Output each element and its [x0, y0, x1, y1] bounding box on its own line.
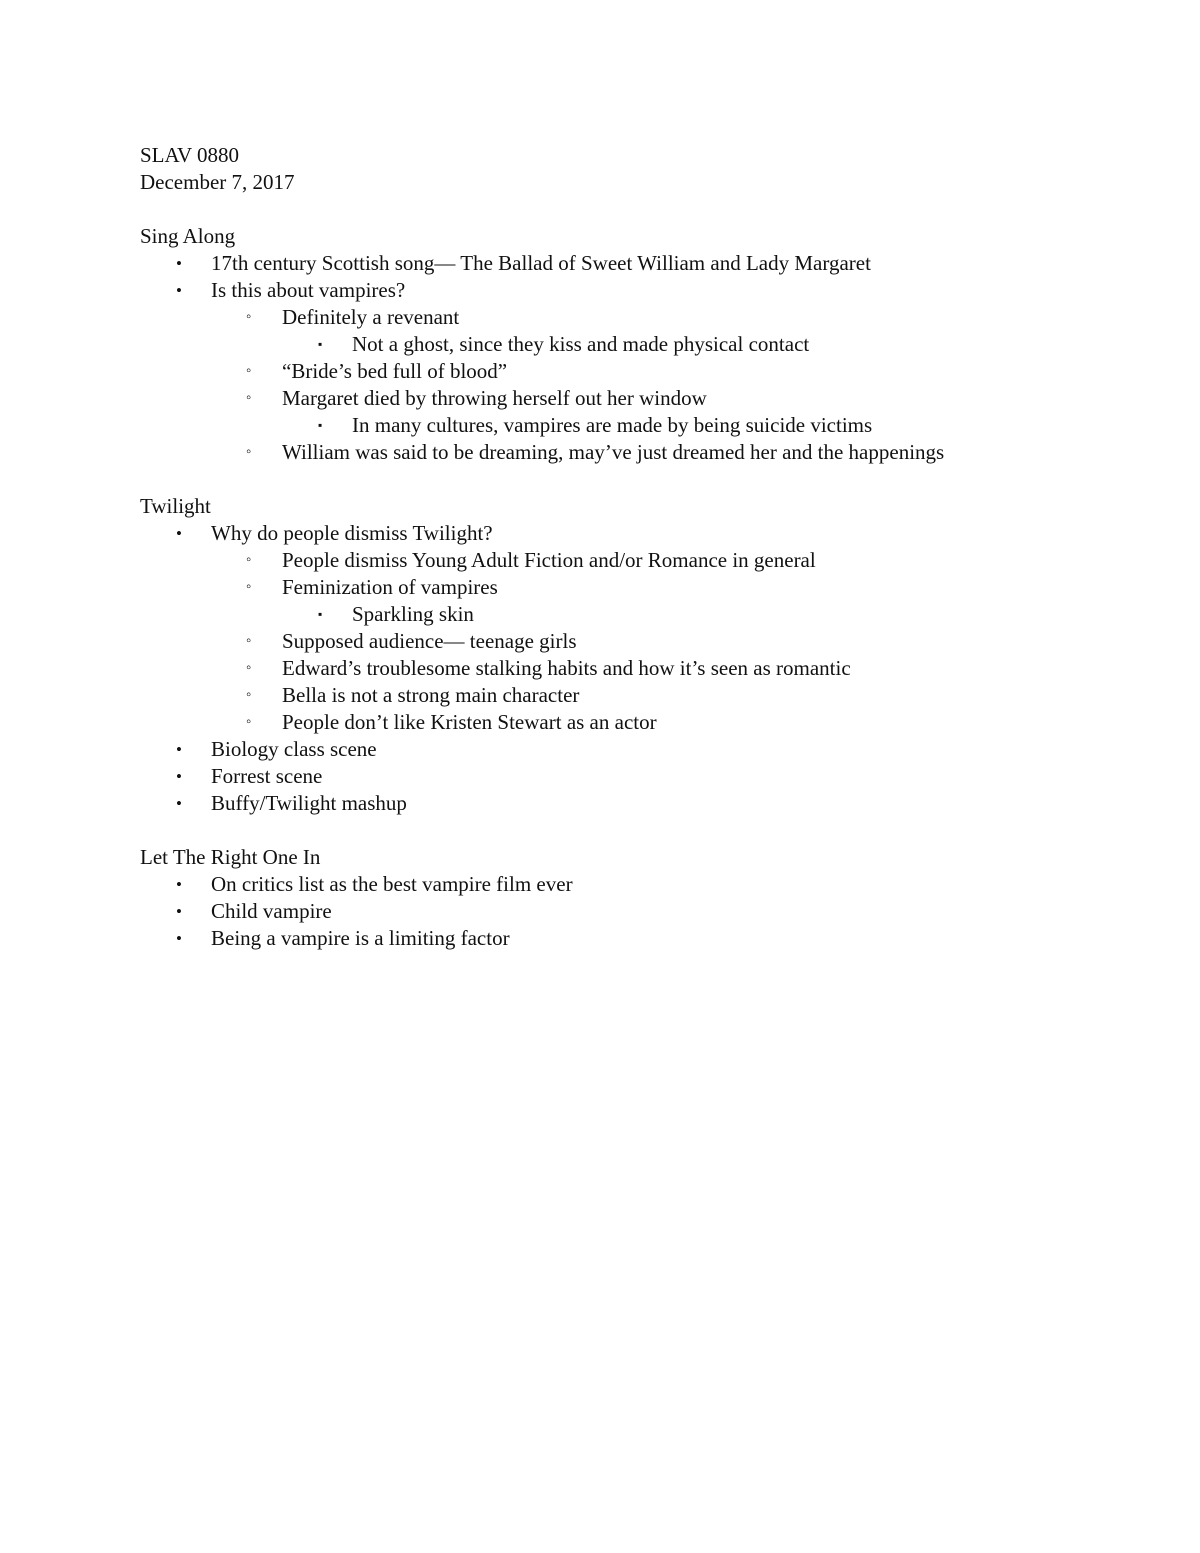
- list-item-text: In many cultures, vampires are made by being suicide victims: [352, 413, 873, 437]
- list-item: [140, 898, 1140, 925]
- list-item-text: Not a ghost, since they kiss and made physical contact: [352, 332, 810, 356]
- list-item: [140, 439, 1140, 466]
- bullet-marker: •: [176, 254, 182, 273]
- list-item-text: Feminization of vampires: [282, 575, 498, 599]
- bullet-marker: •: [176, 794, 182, 813]
- bullet-marker: ◦: [246, 552, 252, 568]
- list-item-text: Biology class scene: [211, 737, 377, 761]
- bullet-marker: •: [176, 281, 182, 300]
- list-item: [140, 331, 1140, 358]
- list-item: [140, 682, 1140, 709]
- list-item: [140, 277, 1140, 304]
- bullet-marker: ▪: [318, 418, 323, 432]
- list-item-text: Why do people dismiss Twilight?: [211, 521, 493, 545]
- list-item: [140, 709, 1140, 736]
- spacer: [140, 817, 1140, 844]
- bullet-marker: ◦: [246, 714, 252, 730]
- list-item-text: Child vampire: [211, 899, 332, 923]
- list-item-text: Definitely a revenant: [282, 305, 460, 329]
- bullet-marker: •: [176, 929, 182, 948]
- bullet-marker: ◦: [246, 363, 252, 379]
- list-item-text: Sparkling skin: [352, 602, 474, 626]
- list-item: [140, 412, 1140, 439]
- lecture-date: December 7, 2017: [140, 170, 295, 194]
- list-item-text: Supposed audience— teenage girls: [282, 629, 577, 653]
- spacer: [140, 196, 1140, 223]
- list-item-text: Buffy/Twilight mashup: [211, 791, 407, 815]
- bullet-marker: ▪: [318, 607, 323, 621]
- list-item: [140, 655, 1140, 682]
- list-item-text: On critics list as the best vampire film ever: [211, 872, 573, 896]
- bullet-marker: •: [176, 740, 182, 759]
- spacer: [140, 466, 1140, 493]
- list-item: [140, 385, 1140, 412]
- section-heading: Sing Along: [140, 224, 236, 248]
- course-code: SLAV 0880: [140, 143, 240, 167]
- list-item-text: 17th century Scottish song— The Ballad of Sweet William and Lady Margaret: [211, 251, 871, 275]
- bullet-marker: ◦: [246, 633, 252, 649]
- bullet-marker: ▪: [318, 337, 323, 351]
- list-item: [140, 304, 1140, 331]
- bullet-marker: ◦: [246, 309, 252, 325]
- list-item: [140, 628, 1140, 655]
- list-item: [140, 574, 1140, 601]
- bullet-marker: •: [176, 767, 182, 786]
- list-item-text: Is this about vampires?: [211, 278, 406, 302]
- list-item-text: Margaret died by throwing herself out her window: [282, 386, 707, 410]
- list-item: [140, 520, 1140, 547]
- list-item-text: Edward’s troublesome stalking habits and how it’s seen as romantic: [282, 656, 851, 680]
- list-item: [140, 547, 1140, 574]
- list-item: [140, 925, 1140, 952]
- list-item-text: Being a vampire is a limiting factor: [211, 926, 510, 950]
- bullet-marker: •: [176, 524, 182, 543]
- list-item: [140, 871, 1140, 898]
- list-item: [140, 250, 1140, 277]
- bullet-marker: ◦: [246, 660, 252, 676]
- list-item-text: Bella is not a strong main character: [282, 683, 580, 707]
- list-item-text: Forrest scene: [211, 764, 323, 788]
- bullet-marker: ◦: [246, 579, 252, 595]
- document-page: [140, 142, 1140, 952]
- list-item: [140, 601, 1140, 628]
- bullet-marker: ◦: [246, 444, 252, 460]
- section-heading: Let The Right One In: [140, 845, 321, 869]
- list-item-text: William was said to be dreaming, may’ve just dreamed her and the happenings: [282, 440, 945, 464]
- section-heading: Twilight: [140, 494, 211, 518]
- bullet-marker: •: [176, 875, 182, 894]
- list-item-text: “Bride’s bed full of blood”: [282, 359, 508, 383]
- bullet-marker: ◦: [246, 687, 252, 703]
- notes-body: [140, 223, 1140, 952]
- list-item: [140, 763, 1140, 790]
- list-item-text: People dismiss Young Adult Fiction and/or Romance in general: [282, 548, 816, 572]
- bullet-marker: •: [176, 902, 182, 921]
- list-item: [140, 736, 1140, 763]
- list-item: [140, 358, 1140, 385]
- list-item: [140, 790, 1140, 817]
- list-item-text: People don’t like Kristen Stewart as an actor: [282, 710, 657, 734]
- bullet-marker: ◦: [246, 390, 252, 406]
